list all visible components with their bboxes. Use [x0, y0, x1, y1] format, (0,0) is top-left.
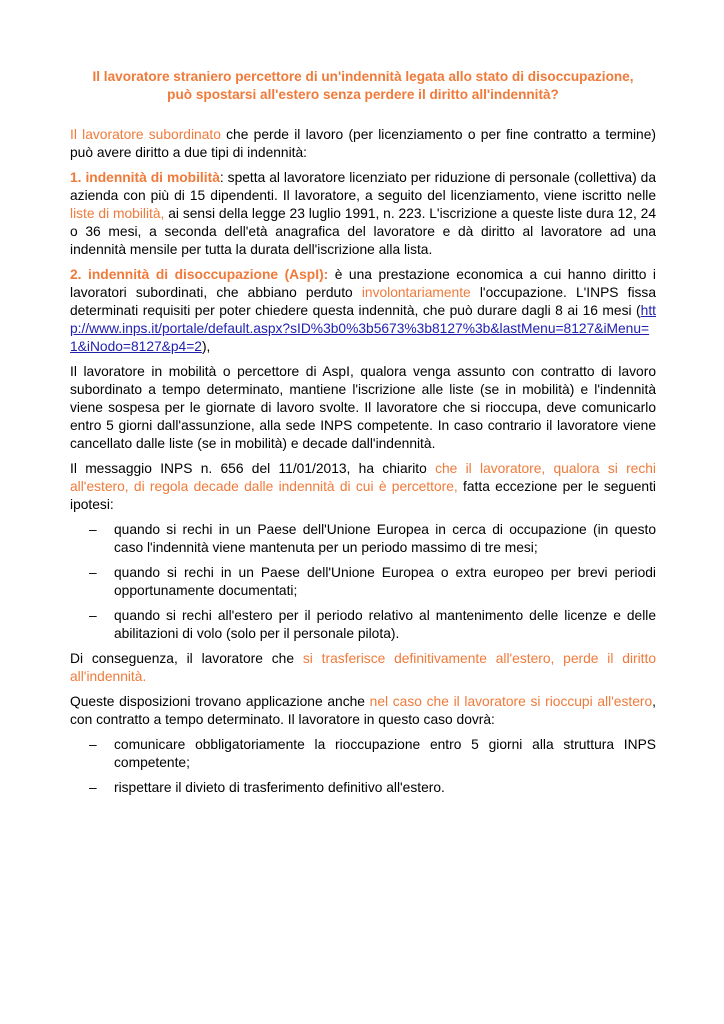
list-item — [89, 607, 656, 643]
list-item-text: comunicare obbligatoriamente la rioccupazione entro 5 giorni alla struttura INPS competente; — [114, 737, 656, 770]
list-item-text: quando si rechi all'estero per il periodo relativo al mantenimento delle licenze e delle abilitazioni di volo (solo per il personale pilota). — [114, 608, 656, 641]
dash-marker: – — [89, 737, 97, 752]
mobility-text-1: : spetta al lavoratore licenziato per riduzione di personale (collettiva) da azienda con più di 15 dipendenti. Il lavoratore, a seguito del licenziamento, viene iscritto nelle — [70, 170, 656, 203]
inps-link[interactable]: http://www.inps.it/portale/default.aspx?sID%3b0%3b5673%3b8127%3b&lastMenu=8127&iMenu=1&iNodo=8127&p4=2 — [70, 303, 656, 354]
highlight-subordinate-worker: Il lavoratore subordinato — [70, 127, 221, 142]
dash-marker: – — [89, 608, 97, 623]
highlight-decadence: che il lavoratore, qualora si rechi all'estero, di regola decade dalle indennità di cui è percettore, — [70, 461, 656, 494]
mobility-text-2: ai sensi della legge 23 luglio 1991, n. 223. L'iscrizione a queste liste dura 12, 24 o 36 mesi, a seconda dell'età anagrafica del lavoratore e dà diritto al lavoratore ad una indennità mensile per tutta la durata dell'iscrizione alla lista. — [70, 206, 656, 257]
application-text-1: Queste disposizioni trovano applicazione anche — [70, 694, 370, 709]
message-text-1: Il messaggio INPS n. 656 del 11/01/2013, ha chiarito — [70, 461, 436, 476]
intro-text: che perde il lavoro (per licenziamento o per fine contratto a termine) può avere diritto a due tipi di indennità: — [70, 127, 656, 160]
consequence-text: Di conseguenza, il lavoratore che — [70, 651, 303, 666]
aspi-text-3: ), — [201, 339, 211, 354]
list-item-text: quando si rechi in un Paese dell'Unione Europea in cerca di occupazione (in questo caso l'indennità viene mantenuta per un periodo massimo di tre mesi; — [114, 522, 656, 555]
list-item — [89, 521, 656, 557]
dash-marker: – — [89, 522, 97, 537]
exceptions-list — [70, 521, 656, 643]
page-title — [70, 68, 656, 104]
title-line-2: può spostarsi all'estero senza perdere il diritto all'indennità? — [167, 87, 559, 102]
aspi-paragraph — [70, 266, 656, 356]
application-text-2: , con contratto a tempo determinato. Il lavoratore in questo caso dovrà: — [70, 694, 657, 727]
mobility-paragraph — [70, 169, 656, 259]
message-text-2: fatta eccezione per le seguenti ipotesi: — [70, 479, 656, 512]
list-item — [89, 564, 656, 600]
dash-marker: – — [89, 780, 97, 795]
obligations-list — [70, 736, 656, 797]
highlight-definitive-transfer: si trasferisce definitivamente all'estero, perde il diritto all'indennità. — [70, 651, 657, 684]
aspi-text-2: l'occupazione. L'INPS fissa determinati requisiti per poter chiedere questa indennità, che può durare dagli 8 ai 16 mesi ( — [70, 285, 656, 318]
aspi-heading: 2. indennità di disoccupazione (AspI): — [70, 267, 329, 282]
mobility-heading: 1. indennità di mobilità — [70, 170, 220, 185]
highlight-reemployment-abroad: nel caso che il lavoratore si rioccupi all'estero — [369, 694, 653, 709]
suspension-paragraph: Il lavoratore in mobilità o percettore di AspI, qualora venga assunto con contratto di lavoro subordinato a tempo determinato, mantiene l'iscrizione alle liste (se in mobilità) e l'indennità viene sospesa per le giornate di lavoro svolte. Il lavoratore che si rioccupa, deve comunicarlo entro 5 giorni dall'assunzione, alla sede INPS competente. In caso contrario il lavoratore viene cancellato dalle liste (se in mobilità) e decade dall'indennità. — [70, 364, 656, 451]
document-page — [70, 68, 656, 804]
inps-message-paragraph — [70, 460, 656, 514]
intro-paragraph — [70, 126, 656, 162]
list-item-text: quando si rechi in un Paese dell'Unione Europea o extra europeo per brevi periodi opportunamente documentati; — [114, 565, 656, 598]
highlight-involuntarily: involontariamente — [361, 285, 471, 300]
list-item-text: rispettare il divieto di trasferimento definitivo all'estero. — [114, 780, 445, 795]
title-line-1: Il lavoratore straniero percettore di un'indennità legata allo stato di disoccupazione, — [92, 69, 634, 84]
highlight-mobility-lists: liste di mobilità, — [70, 206, 165, 221]
application-paragraph — [70, 693, 656, 729]
list-item — [89, 779, 656, 797]
aspi-text-1: è una prestazione economica a cui hanno diritto i lavoratori subordinati, che abbiano perduto — [70, 267, 656, 300]
consequence-paragraph — [70, 650, 656, 686]
dash-marker: – — [89, 565, 97, 580]
list-item — [89, 736, 656, 772]
